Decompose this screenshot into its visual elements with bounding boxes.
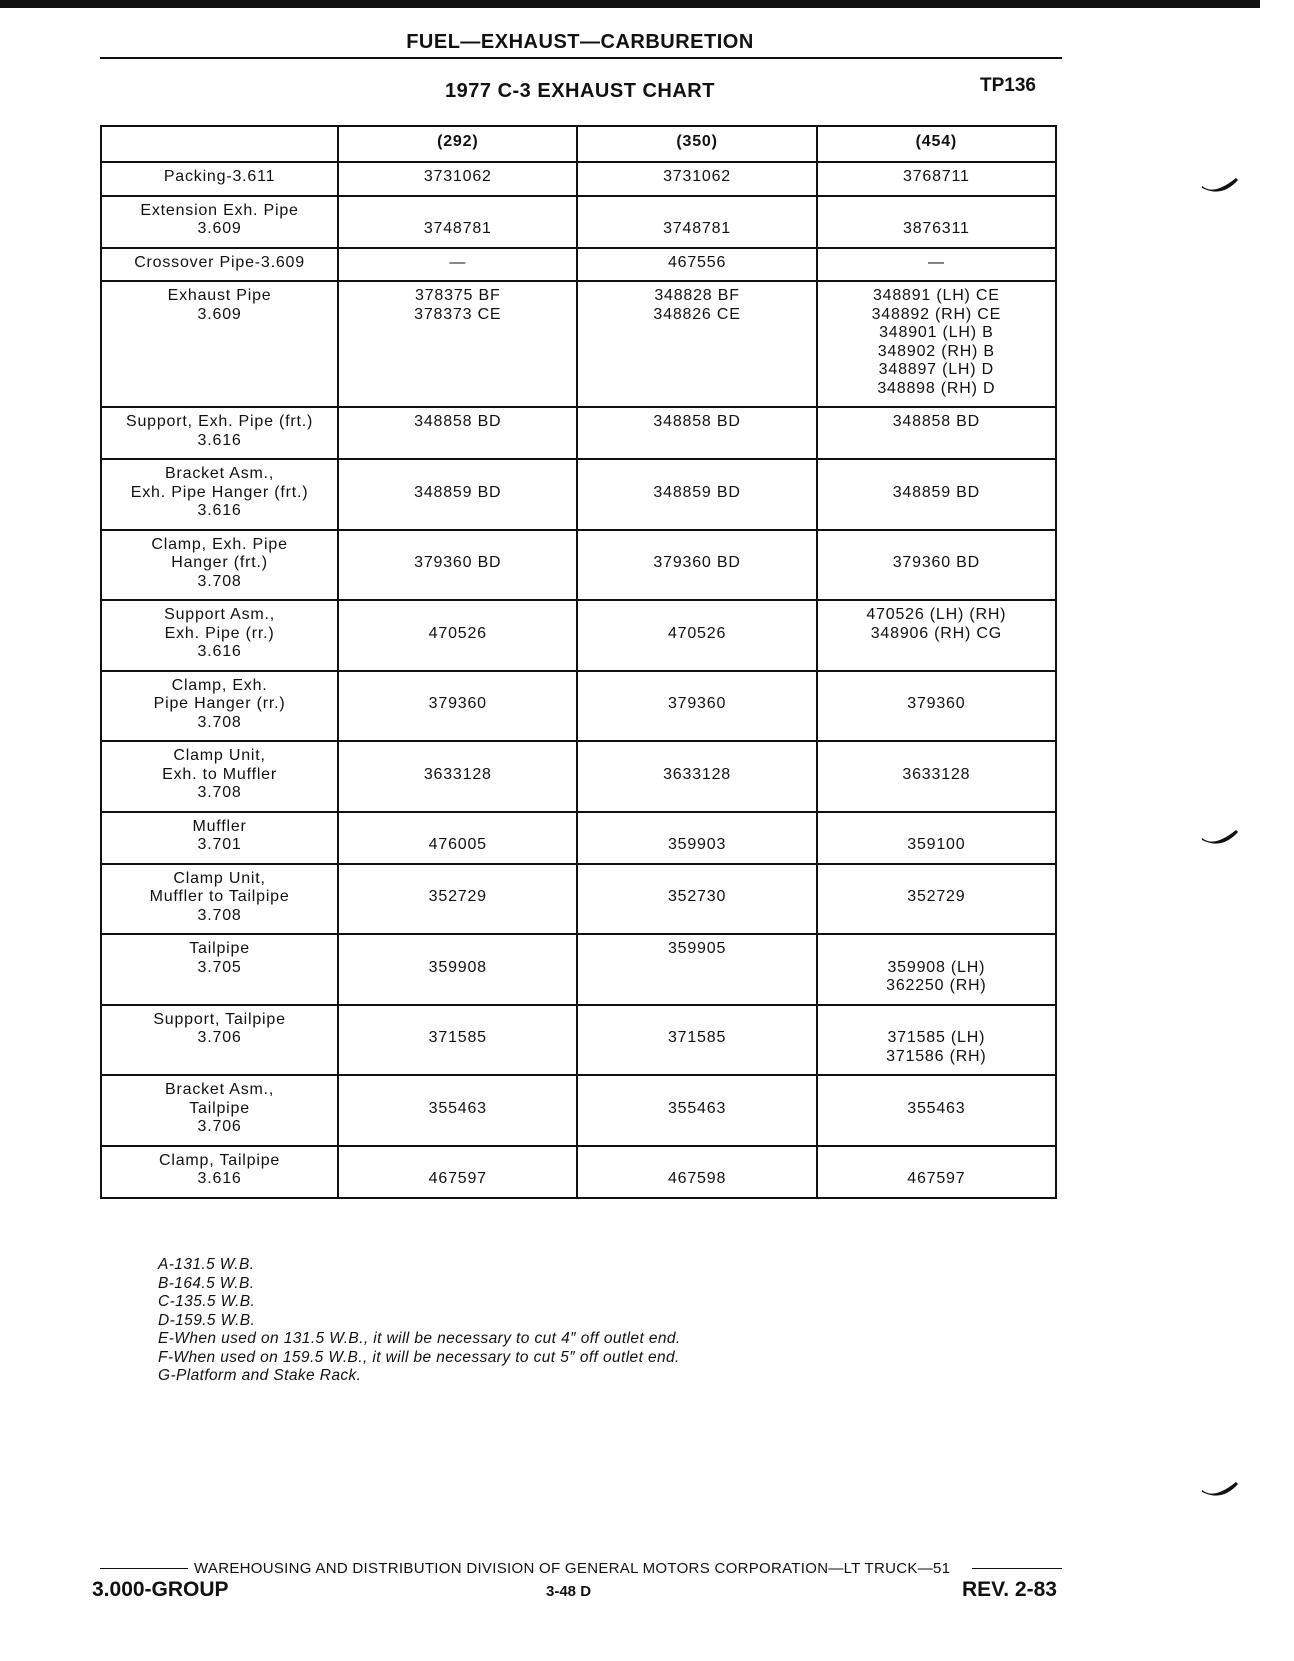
column-header [101,126,338,162]
table-row [101,1075,1056,1146]
top-border-rule [0,0,1260,8]
part-number-cell-292 [338,407,577,459]
table-row [101,530,1056,601]
part-number-cell-350 [577,934,816,1005]
part-number-line [343,1152,572,1171]
row-label-cell [101,741,338,812]
part-number-line: 359908 [428,958,487,976]
part-number-line: 352730 [667,888,727,905]
check-mark-icon [1200,826,1240,848]
part-number-cell-350 [577,248,816,282]
row-label-line: Bracket Asm., [165,1081,275,1098]
part-number-cell-454 [817,934,1056,1005]
part-number-cell-292 [338,248,577,282]
row-label-line: Support, Tailpipe [153,1010,286,1028]
part-number-line: 3748781 [423,220,492,237]
part-number-line [582,870,811,889]
part-number-cell-454 [817,530,1056,601]
part-number-line [822,465,1051,484]
part-number-cell-292 [338,459,577,530]
table-row [101,248,1056,282]
row-label-line: 3.705 [197,958,242,976]
table-row [101,741,1056,812]
row-label-line: 3.609 [197,220,242,237]
row-label-line: 3.616 [197,502,242,519]
part-number-line: — [927,253,945,271]
part-number-cell-350 [577,1146,816,1198]
part-number-line [343,1081,572,1100]
part-number-cell-292 [338,530,577,601]
column-header-454: (454) [817,126,1056,162]
part-number-line: 355463 [907,1099,966,1117]
part-number-cell-454 [817,600,1056,671]
part-number-line [822,677,1051,696]
part-number-line: 348902 (RH) B [877,342,995,360]
table-header-row [101,126,1056,162]
part-number-line: 3731062 [423,168,492,185]
row-label-line: Support, Exh. Pipe (frt.) [125,413,314,430]
part-number-cell-454 [817,1075,1056,1146]
part-number-line: 348892 (RH) CE [871,305,1002,323]
part-number-line: — [449,253,467,271]
footnote: G-Platform and Stake Rack. [158,1367,362,1384]
part-number-cell-292 [338,162,577,196]
part-number-cell-292 [338,741,577,812]
footer-dash [100,1568,188,1569]
part-number-cell-292 [338,600,577,671]
row-label-line: Tailpipe [189,1099,250,1117]
footer-dash [972,1568,1062,1569]
part-number-line [582,536,811,555]
part-number-line: 371586 (RH) [886,1047,987,1065]
part-number-line: 371585 [667,1029,727,1046]
part-number-line [582,677,811,696]
part-number-cell-350 [577,196,816,248]
part-number-line: 378375 BF [415,287,501,304]
part-number-line: 362250 (RH) [886,977,987,994]
part-number-line: 352729 [428,888,487,905]
row-label-cell [101,812,338,864]
part-number-line: 348859 BD [892,483,980,501]
part-number-cell-292 [338,812,577,864]
part-number-cell-454 [817,741,1056,812]
row-label-line: Bracket Asm., [165,465,275,482]
part-number-cell-292 [338,196,577,248]
part-number-line: 379360 BD [653,554,741,571]
part-number-line: 467598 [667,1170,727,1187]
part-number-cell-350 [577,281,816,407]
part-number-line [582,465,811,484]
row-label-cell [101,281,338,407]
table-row [101,600,1056,671]
part-number-line: 378373 CE [414,305,502,323]
part-number-cell-454 [817,196,1056,248]
part-number-cell-292 [338,864,577,935]
footnote: C-135.5 W.B. [158,1293,256,1310]
row-label-line: Clamp Unit, [173,747,266,764]
part-number-line [343,747,572,766]
part-number-line: 3633128 [663,765,731,783]
row-label-line: 3.701 [197,836,242,853]
part-number-line [582,606,811,625]
part-number-cell-350 [577,407,816,459]
part-number-line: 348859 BD [653,483,741,501]
part-number-line: 348906 (RH) CG [870,624,1002,642]
part-number-line [582,1011,811,1030]
footnote: A-131.5 W.B. [158,1256,255,1273]
part-number-line [343,818,572,837]
part-number-line: 470526 [667,624,727,642]
part-number-line [822,818,1051,837]
table-row [101,407,1056,459]
row-label-line: Crossover Pipe-3.609 [134,253,305,271]
table-row [101,459,1056,530]
part-number-cell-350 [577,162,816,196]
part-number-line: 359903 [667,836,727,853]
part-number-line [582,1152,811,1171]
section-title: FUEL—EXHAUST—CARBURETION [406,31,754,53]
part-number-line: 348828 BF [654,287,740,304]
part-number-cell-292 [338,934,577,1005]
table-row [101,1005,1056,1076]
row-label-line: Muffler to Tailpipe [149,888,290,905]
part-number-cell-292 [338,1075,577,1146]
part-number-line: 371585 (LH) [887,1029,986,1046]
footnote: D-159.5 W.B. [158,1311,256,1329]
part-number-line: 3633128 [902,765,971,783]
chart-title: 1977 C-3 EXHAUST CHART [445,80,715,102]
row-label-cell [101,248,338,282]
row-label-line: Hanger (frt.) [171,554,268,571]
part-number-line: 359100 [907,836,966,853]
part-number-cell-350 [577,459,816,530]
part-number-line: 348858 BD [653,413,741,430]
part-number-line [343,606,572,625]
part-number-line: 348891 (LH) CE [872,287,1000,304]
part-number-line: 3876311 [903,220,970,237]
part-number-cell-350 [577,671,816,742]
part-number-line: 3731062 [663,168,731,185]
page-number: 3-48 D [546,1583,592,1600]
part-number-line [582,818,811,837]
part-number-line: 348826 CE [653,305,741,323]
part-number-cell-350 [577,741,816,812]
part-number-line [343,940,572,959]
part-number-cell-350 [577,1005,816,1076]
row-label-line: Exh. Pipe Hanger (frt.) [130,483,309,501]
part-number-line [343,870,572,889]
part-number-line [822,1152,1051,1171]
footer-division-line [100,1560,1062,1577]
row-label-line: 3.708 [197,713,242,731]
table-row [101,1146,1056,1198]
part-number-cell-350 [577,812,816,864]
part-number-line: 371585 [428,1029,487,1046]
part-number-line [582,1081,811,1100]
row-label-cell [101,600,338,671]
row-label-cell [101,196,338,248]
part-number-line: 3748781 [663,220,731,237]
part-number-cell-350 [577,1075,816,1146]
check-mark-icon [1200,174,1240,196]
part-number-line [822,747,1051,766]
part-number-line: 476005 [428,836,487,853]
part-number-line: 359908 (LH) [887,958,986,976]
part-number-cell-292 [338,1146,577,1198]
part-number-line: 379360 BD [414,554,502,571]
row-label-cell [101,459,338,530]
part-number-line: 348901 (LH) B [879,324,994,341]
row-label-line: Extension Exh. Pipe [140,201,299,219]
part-number-line: 467597 [907,1170,966,1187]
part-number-cell-454 [817,671,1056,742]
part-number-cell-454 [817,812,1056,864]
part-number-line [822,940,1051,959]
footnotes [158,1256,681,1386]
row-label-line: Clamp Unit, [173,869,266,887]
part-number-line: 467556 [667,253,727,271]
part-number-cell-454 [817,864,1056,935]
part-number-line: 348858 BD [892,413,980,430]
row-label-cell [101,530,338,601]
part-number-line [343,465,572,484]
row-label-line: Clamp, Exh. [171,676,268,694]
row-label-line: 3.706 [197,1029,242,1046]
row-label-line: 3.609 [197,305,242,323]
part-number-line: 3768711 [903,168,970,185]
part-number-cell-292 [338,281,577,407]
part-number-cell-454 [817,248,1056,282]
part-number-cell-454 [817,407,1056,459]
row-label-line: Packing-3.611 [163,168,276,185]
row-label-cell [101,864,338,935]
part-number-line [343,536,572,555]
part-number-line: 348897 (LH) D [878,361,995,378]
row-label-cell [101,407,338,459]
part-number-line [822,536,1051,555]
part-number-line [582,202,811,221]
part-number-line [822,1011,1051,1030]
part-number-cell-292 [338,1005,577,1076]
row-label-line: Exhaust Pipe [167,287,272,304]
part-number-line: 379360 [428,695,487,712]
group-label: 3.000-GROUP [92,1578,229,1601]
column-header-350: (350) [577,126,816,162]
row-label-line: Exh. to Muffler [162,765,277,783]
footnote: F-When used on 159.5 W.B., it will be necessary to cut 5″ off outlet end. [158,1348,680,1366]
row-label-line: Muffler [192,817,247,835]
row-label-line: Exh. Pipe (rr.) [164,624,275,642]
part-number-cell-350 [577,530,816,601]
part-number-cell-454 [817,281,1056,407]
row-label-line: 3.616 [197,643,242,660]
part-number-cell-454 [817,1005,1056,1076]
row-label-line: 3.708 [197,572,242,590]
row-label-line: Pipe Hanger (rr.) [153,695,286,712]
part-number-cell-350 [577,864,816,935]
part-number-line: 355463 [667,1099,727,1117]
table-row [101,671,1056,742]
row-label-line: Support Asm., [164,606,276,623]
row-label-cell [101,1005,338,1076]
part-number-cell-454 [817,162,1056,196]
part-number-cell-292 [338,671,577,742]
row-label-line: Clamp, Tailpipe [159,1151,281,1169]
row-label-line: 3.616 [197,1170,242,1187]
row-label-cell [101,162,338,196]
revision-label: REV. 2-83 [962,1578,1057,1601]
table-row [101,864,1056,935]
part-number-line: 3633128 [423,765,492,783]
page-code: TP136 [980,75,1036,96]
part-number-line: 348898 (RH) D [877,379,996,397]
part-number-line [343,1011,572,1030]
part-number-line [582,747,811,766]
part-number-line: 355463 [428,1099,487,1117]
part-number-line: 379360 [667,695,727,712]
part-number-line: 348858 BD [414,413,502,430]
exhaust-chart-table [100,125,1057,1199]
table-row [101,281,1056,407]
part-number-line [822,870,1051,889]
part-number-line: 359905 [667,940,727,957]
part-number-line [822,1081,1051,1100]
part-number-line [343,202,572,221]
row-label-line: Clamp, Exh. Pipe [151,535,288,553]
table-body [101,162,1056,1198]
row-label-cell [101,1075,338,1146]
row-label-cell [101,934,338,1005]
part-number-line: 470526 [428,624,487,642]
column-header-292: (292) [338,126,577,162]
title-divider [100,57,1062,59]
row-label-cell [101,1146,338,1198]
part-number-cell-350 [577,600,816,671]
part-number-line: 379360 [907,695,966,712]
part-number-line: 470526 (LH) (RH) [866,606,1007,623]
footnote: B-164.5 W.B. [158,1274,255,1292]
row-label-cell [101,671,338,742]
part-number-line: 348859 BD [414,483,502,501]
table-row [101,934,1056,1005]
footnote: E-When used on 131.5 W.B., it will be necessary to cut 4″ off outlet end. [158,1330,681,1347]
footer-division-text: WAREHOUSING AND DISTRIBUTION DIVISION OF GENERAL MOTORS CORPORATION—LT TRUCK—51 [194,1560,951,1577]
table-row [101,812,1056,864]
part-number-line [343,677,572,696]
row-label-line: Tailpipe [189,940,250,957]
row-label-line: 3.708 [197,784,242,801]
row-label-line: 3.616 [197,431,242,449]
check-mark-icon [1200,1478,1240,1500]
row-label-line: 3.706 [197,1118,242,1135]
table-row [101,162,1056,196]
part-number-line [822,202,1051,221]
row-label-line: 3.708 [197,906,242,924]
table-row [101,196,1056,248]
part-number-line: 467597 [428,1170,487,1187]
part-number-cell-454 [817,459,1056,530]
part-number-line: 379360 BD [892,554,980,571]
part-number-cell-454 [817,1146,1056,1198]
part-number-line: 352729 [907,888,966,905]
